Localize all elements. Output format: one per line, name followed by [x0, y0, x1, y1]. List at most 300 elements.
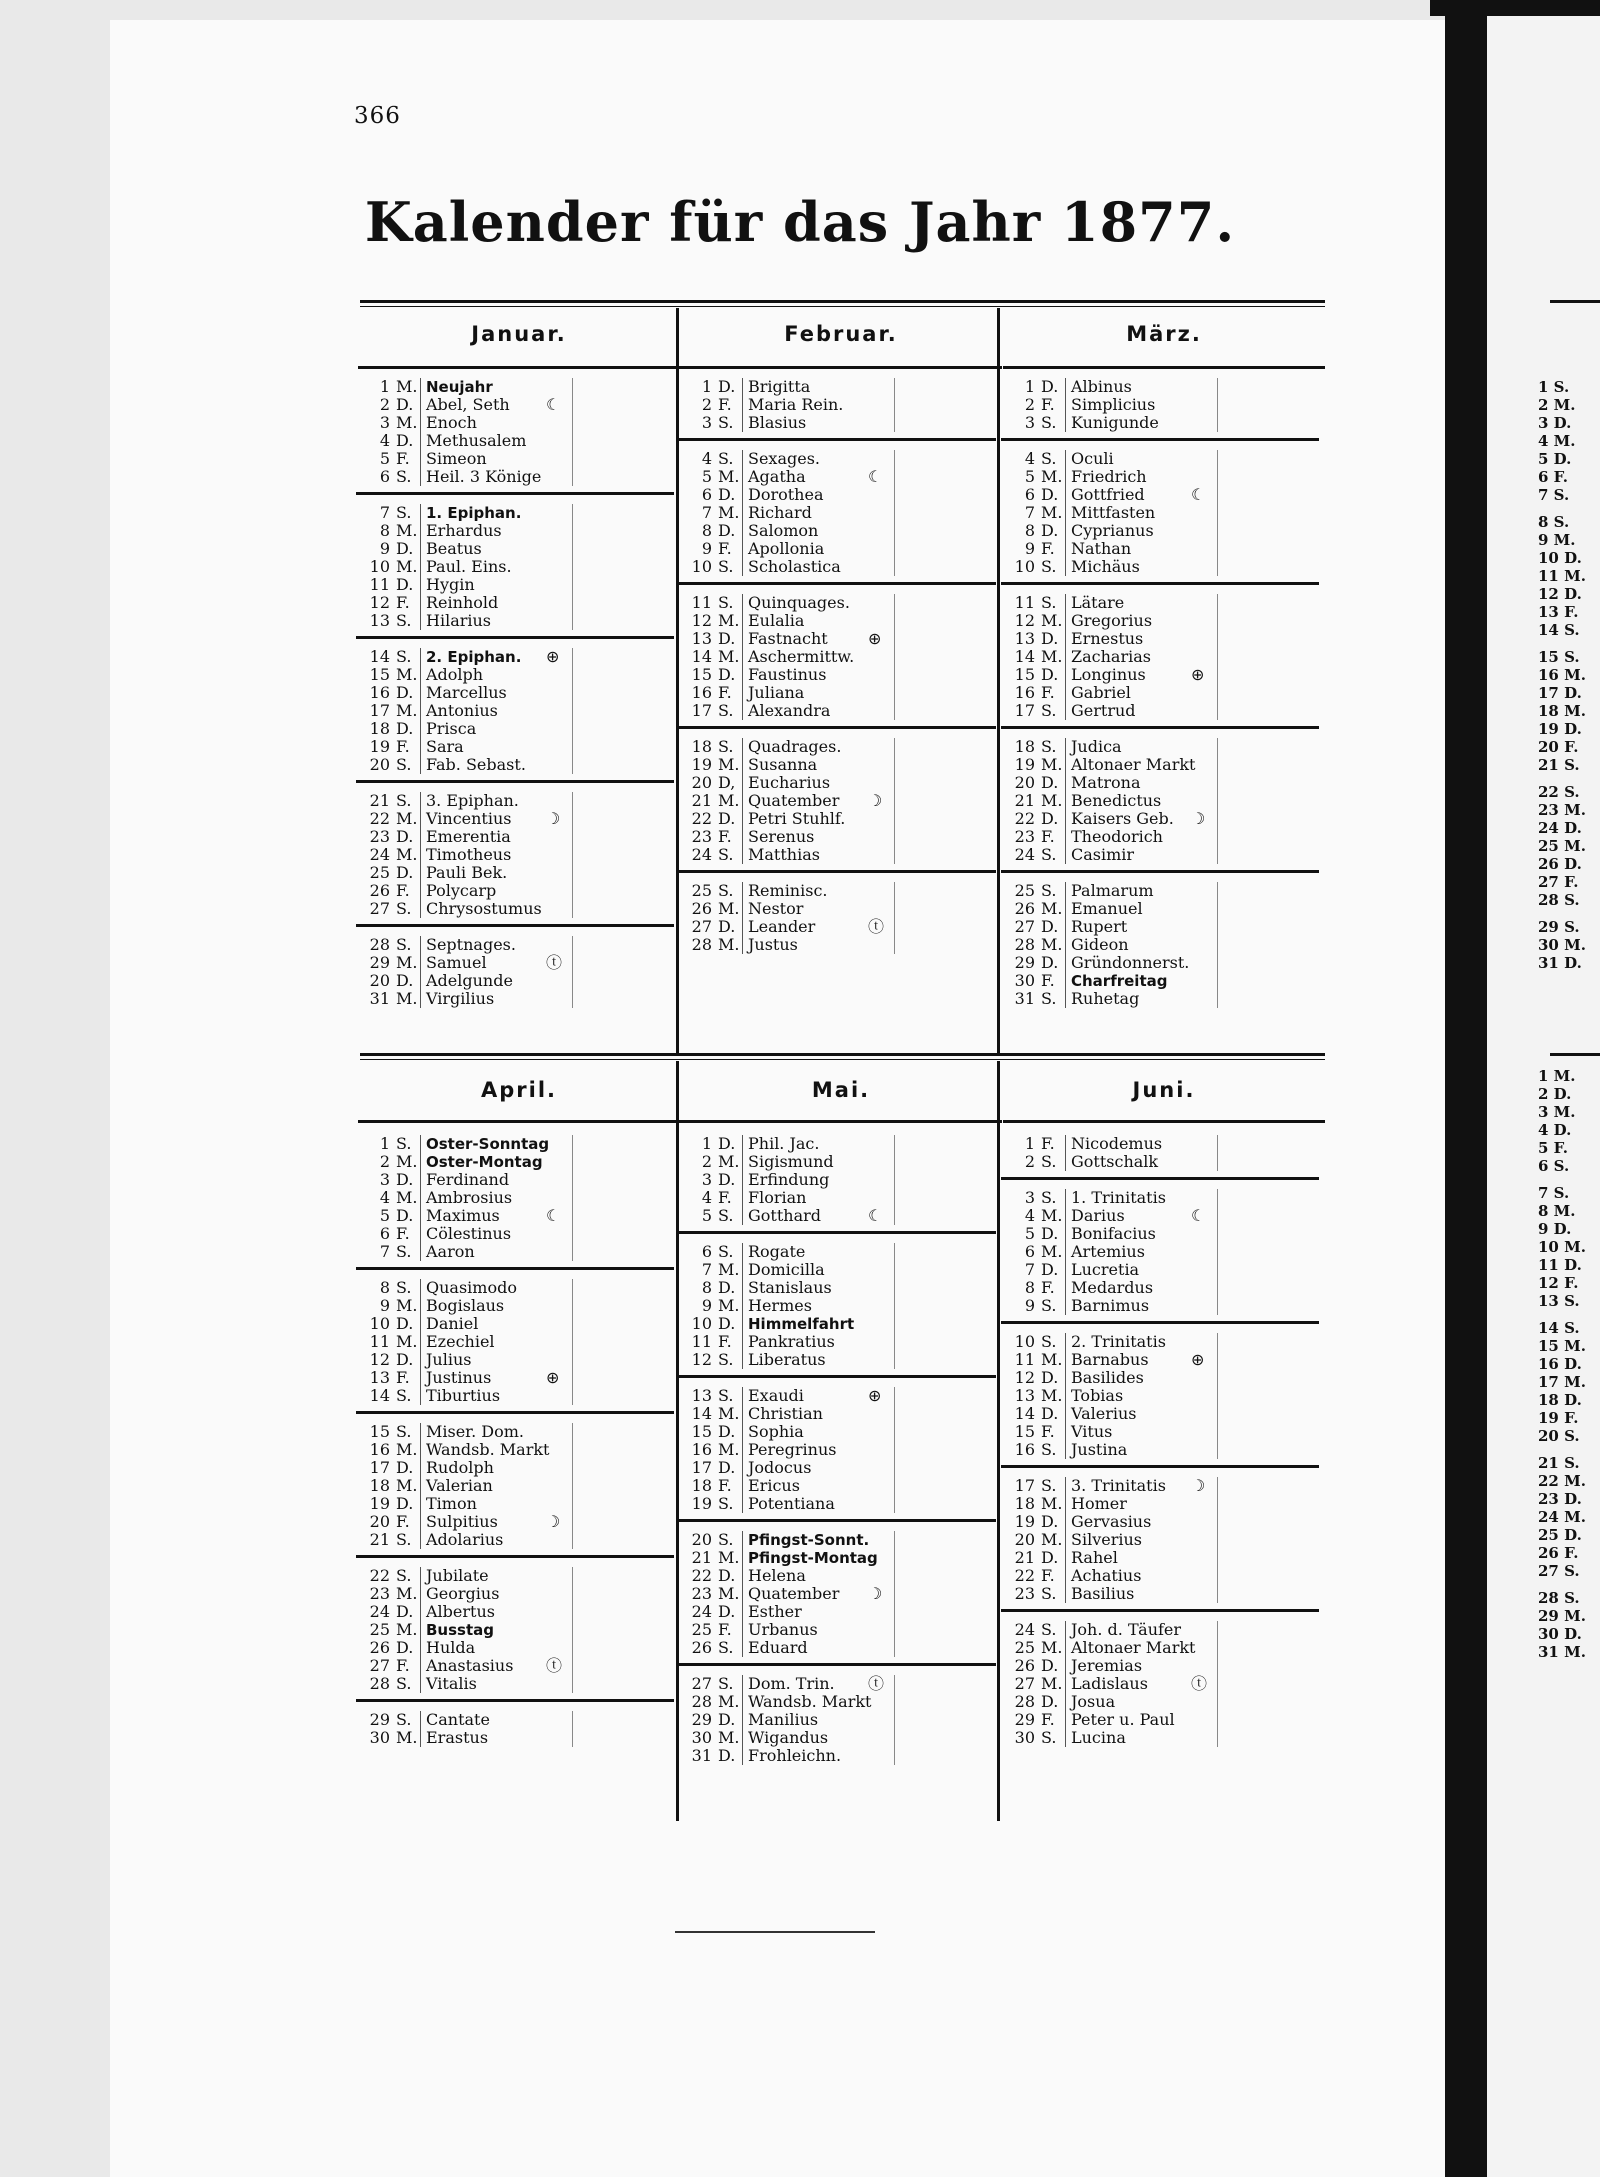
day-row — [1001, 1297, 1319, 1315]
saint-name: Wandsb. Markt — [426, 1440, 550, 1459]
weekday-letter: M. — [718, 1728, 740, 1747]
day-number: 2 — [701, 1152, 712, 1171]
saint-name: Samuel — [426, 953, 487, 972]
weekday-letter: M. — [718, 1440, 740, 1459]
weekday-letter: S. — [1041, 1296, 1057, 1315]
weekday-letter: S. — [1041, 1332, 1057, 1351]
moon-phase-icon: ⓣ — [1191, 1674, 1208, 1693]
day-row — [356, 1711, 674, 1729]
week-block — [678, 882, 996, 954]
moon-phase-icon: ⊕ — [546, 647, 560, 666]
weekday-letter: S. — [396, 1674, 412, 1693]
day-row — [678, 1675, 996, 1693]
weekday-letter: F. — [396, 1512, 410, 1531]
day-row — [1001, 828, 1319, 846]
day-number: 14 — [369, 647, 390, 666]
next-page-day: 28 S. — [1538, 891, 1580, 909]
inner-divider — [420, 1567, 421, 1693]
weekday-letter: D. — [396, 1314, 414, 1333]
next-page-day: 12 F. — [1538, 1274, 1579, 1292]
weekday-letter: S. — [1041, 449, 1057, 468]
weekday-letter: D. — [1041, 1548, 1059, 1567]
day-number: 23 — [369, 827, 390, 846]
weekday-letter: S. — [396, 791, 412, 810]
moon-phase-icon: ⓣ — [868, 917, 885, 936]
day-row — [678, 486, 996, 504]
inner-divider — [1065, 594, 1066, 720]
saint-name: Basilius — [1071, 1584, 1135, 1603]
next-page-day: 26 F. — [1538, 1544, 1579, 1562]
saint-name: Ambrosius — [426, 1188, 513, 1207]
week-separator — [356, 1411, 674, 1414]
saint-name: Longinus — [1071, 665, 1146, 684]
month-days — [356, 1135, 674, 1747]
next-page-day: 7 S. — [1538, 1184, 1570, 1202]
day-row — [1001, 378, 1319, 396]
day-row — [678, 810, 996, 828]
day-number: 11 — [691, 1332, 712, 1351]
saint-name: Domicilla — [748, 1260, 825, 1279]
saint-name: Esther — [748, 1602, 802, 1621]
month-name: Juni. — [1132, 1078, 1196, 1102]
saint-name: Florian — [748, 1188, 807, 1207]
day-number: 25 — [369, 1620, 390, 1639]
next-page-day: 29 M. — [1538, 1607, 1586, 1625]
saint-name: Bonifacius — [1071, 1224, 1156, 1243]
day-number: 17 — [1014, 701, 1035, 720]
day-number: 11 — [369, 575, 390, 594]
inner-divider — [572, 1711, 573, 1747]
day-row — [1001, 504, 1319, 522]
inner-divider — [894, 378, 895, 432]
month-header-rule — [358, 1120, 680, 1123]
saint-name: Simplicius — [1071, 395, 1156, 414]
day-row — [1001, 702, 1319, 720]
day-number: 22 — [369, 809, 390, 828]
saint-name: 3. Epiphan. — [426, 791, 519, 810]
weekday-letter: D. — [396, 1494, 414, 1513]
weekday-letter: S. — [396, 611, 412, 630]
weekday-letter: M. — [1041, 1494, 1063, 1513]
saint-name: Albinus — [1071, 377, 1132, 396]
weekday-letter: F. — [396, 737, 410, 756]
weekday-letter: S. — [718, 701, 734, 720]
saint-name: Antonius — [426, 701, 498, 720]
next-page-day: 17 D. — [1538, 684, 1582, 702]
saint-name: Erfindung — [748, 1170, 830, 1189]
day-number: 20 — [369, 1512, 390, 1531]
day-number: 8 — [1024, 521, 1035, 540]
inner-divider — [742, 594, 743, 720]
day-row — [1001, 1711, 1319, 1729]
week-separator — [356, 1267, 674, 1270]
weekday-letter: M. — [1041, 755, 1063, 774]
day-number: 23 — [691, 827, 712, 846]
day-row — [1001, 468, 1319, 486]
day-row — [1001, 846, 1319, 864]
day-number: 5 — [379, 1206, 390, 1225]
day-row — [678, 396, 996, 414]
saint-name: Gottfried — [1071, 485, 1145, 504]
day-number: 22 — [1014, 1566, 1035, 1585]
weekday-letter: F. — [718, 683, 732, 702]
day-number: 9 — [1024, 539, 1035, 558]
day-number: 13 — [1014, 1386, 1035, 1405]
day-number: 24 — [691, 1602, 712, 1621]
weekday-letter: M. — [1041, 899, 1063, 918]
day-number: 30 — [1014, 1728, 1035, 1747]
day-number: 1 — [1024, 377, 1035, 396]
month-days — [1001, 1135, 1319, 1747]
day-number: 30 — [1014, 971, 1035, 990]
weekday-letter: D. — [396, 395, 414, 414]
day-number: 13 — [369, 1368, 390, 1387]
day-row — [1001, 1369, 1319, 1387]
week-block — [678, 738, 996, 864]
next-page-day: 19 F. — [1538, 1409, 1579, 1427]
weekday-letter: S. — [396, 1710, 412, 1729]
weekday-letter: S. — [396, 647, 412, 666]
day-number: 24 — [369, 1602, 390, 1621]
day-row — [1001, 1405, 1319, 1423]
saint-name: Liberatus — [748, 1350, 826, 1369]
saint-name: Phil. Jac. — [748, 1134, 820, 1153]
month-header-rule — [680, 1120, 1002, 1123]
inner-divider — [1217, 738, 1218, 864]
day-number: 26 — [369, 1638, 390, 1657]
moon-phase-icon: ☾ — [546, 1206, 561, 1225]
weekday-letter: S. — [1041, 1152, 1057, 1171]
day-number: 22 — [691, 809, 712, 828]
next-page-day: 18 M. — [1538, 702, 1586, 720]
weekday-letter: F. — [396, 593, 410, 612]
day-number: 2 — [1024, 395, 1035, 414]
day-number: 11 — [369, 1332, 390, 1351]
saint-name: Rogate — [748, 1242, 806, 1261]
day-row — [1001, 450, 1319, 468]
moon-phase-icon: ⓣ — [546, 1656, 563, 1675]
week-block — [356, 1279, 674, 1405]
day-number: 24 — [1014, 1620, 1035, 1639]
day-number: 20 — [1014, 773, 1035, 792]
weekday-letter: M. — [1041, 1206, 1063, 1225]
column-divider — [997, 308, 1000, 1056]
next-page-day: 26 D. — [1538, 855, 1582, 873]
day-row — [356, 1369, 674, 1387]
weekday-letter: M. — [718, 503, 740, 522]
day-row — [1001, 900, 1319, 918]
next-page-day: 16 D. — [1538, 1355, 1582, 1373]
next-page-day: 11 D. — [1538, 1256, 1582, 1274]
next-page-rule — [1550, 1053, 1600, 1056]
week-separator — [678, 582, 996, 585]
saint-name: Vitalis — [426, 1674, 477, 1693]
saint-name: Anastasius — [426, 1656, 514, 1675]
saint-name: Fab. Sebast. — [426, 755, 526, 774]
weekday-letter: M. — [718, 755, 740, 774]
day-number: 27 — [369, 899, 390, 918]
day-row — [678, 1495, 996, 1513]
saint-name: Mittfasten — [1071, 503, 1156, 522]
day-number: 3 — [1024, 413, 1035, 432]
inner-divider — [420, 1423, 421, 1549]
day-row — [678, 1531, 996, 1549]
gap — [1538, 1445, 1586, 1454]
next-page-rows — [1538, 378, 1586, 1661]
day-number: 20 — [369, 971, 390, 990]
gap — [1538, 1310, 1586, 1319]
weekday-letter: D. — [1041, 1404, 1059, 1423]
inner-divider — [1065, 738, 1066, 864]
day-number: 16 — [691, 1440, 712, 1459]
saint-name: Hulda — [426, 1638, 476, 1657]
inner-divider — [420, 792, 421, 918]
saint-name: Himmelfahrt — [748, 1315, 855, 1333]
saint-name: Manilius — [748, 1710, 819, 1729]
day-number: 21 — [691, 791, 712, 810]
day-number: 6 — [701, 1242, 712, 1261]
month-days — [678, 1135, 996, 1765]
saint-name: Jeremias — [1071, 1656, 1143, 1675]
weekday-letter: D. — [396, 863, 414, 882]
day-row — [678, 378, 996, 396]
inner-divider — [1217, 450, 1218, 576]
day-row — [1001, 882, 1319, 900]
moon-phase-icon: ☾ — [868, 1206, 883, 1225]
day-number: 2 — [1024, 1152, 1035, 1171]
day-row — [678, 846, 996, 864]
inner-divider — [894, 738, 895, 864]
inner-divider — [742, 738, 743, 864]
day-row — [1001, 1675, 1319, 1693]
weekday-letter: M. — [396, 557, 418, 576]
weekday-letter: S. — [396, 1386, 412, 1405]
day-row — [678, 1459, 996, 1477]
day-row — [1001, 540, 1319, 558]
day-row — [356, 1441, 674, 1459]
day-row — [678, 1423, 996, 1441]
weekday-letter: S. — [718, 1242, 734, 1261]
day-number: 28 — [1014, 935, 1035, 954]
saint-name: Albertus — [426, 1602, 495, 1621]
saint-name: Adolph — [426, 665, 484, 684]
saint-name: Cantate — [426, 1710, 490, 1729]
weekday-letter: D. — [396, 971, 414, 990]
week-block — [678, 1243, 996, 1369]
saint-name: Daniel — [426, 1314, 479, 1333]
saint-name: Adolarius — [426, 1530, 504, 1549]
day-row — [678, 1441, 996, 1459]
day-number: 17 — [1014, 1476, 1035, 1495]
moon-phase-icon: ☽ — [868, 1584, 883, 1603]
day-number: 6 — [1024, 485, 1035, 504]
day-row — [1001, 1585, 1319, 1603]
weekday-letter: F. — [718, 1332, 732, 1351]
week-separator — [678, 1375, 996, 1378]
day-number: 13 — [691, 1386, 712, 1405]
next-page-day: 10 M. — [1538, 1238, 1586, 1256]
weekday-letter: S. — [1041, 557, 1057, 576]
day-number: 27 — [1014, 1674, 1035, 1693]
saint-name: Ladislaus — [1071, 1674, 1148, 1693]
week-block — [1001, 1135, 1319, 1171]
weekday-letter: F. — [718, 1620, 732, 1639]
day-number: 5 — [701, 1206, 712, 1225]
week-separator — [1001, 870, 1319, 873]
weekday-letter: D. — [1041, 1692, 1059, 1711]
day-row — [356, 936, 674, 954]
day-row — [356, 1657, 674, 1675]
inner-divider — [420, 1279, 421, 1405]
saint-name: Gervasius — [1071, 1512, 1152, 1531]
weekday-letter: M. — [396, 809, 418, 828]
inner-divider — [420, 1711, 421, 1747]
saint-name: Salomon — [748, 521, 819, 540]
day-number: 29 — [1014, 1710, 1035, 1729]
day-row — [678, 648, 996, 666]
day-row — [678, 918, 996, 936]
weekday-letter: D. — [718, 1746, 736, 1765]
weekday-letter: F. — [396, 1368, 410, 1387]
weekday-letter: D. — [1041, 485, 1059, 504]
weekday-letter: D. — [1041, 521, 1059, 540]
weekday-letter: F. — [1041, 1134, 1055, 1153]
week-block — [1001, 882, 1319, 1008]
saint-name: Ruhetag — [1071, 989, 1140, 1008]
day-row — [678, 1189, 996, 1207]
day-number: 5 — [701, 467, 712, 486]
inner-divider — [894, 1675, 895, 1765]
day-number: 21 — [1014, 791, 1035, 810]
week-block — [356, 648, 674, 774]
day-row — [356, 1477, 674, 1495]
day-number: 28 — [1014, 1692, 1035, 1711]
week-separator — [678, 1663, 996, 1666]
next-page-day: 11 M. — [1538, 567, 1586, 585]
day-row — [1001, 1135, 1319, 1153]
day-number: 10 — [691, 1314, 712, 1333]
next-page-day: 17 M. — [1538, 1373, 1586, 1391]
day-number: 12 — [691, 611, 712, 630]
moon-phase-icon: ⊕ — [868, 629, 882, 648]
next-page-day: 5 F. — [1538, 1139, 1569, 1157]
next-page-day: 2 M. — [1538, 396, 1576, 414]
weekday-letter: D. — [396, 1602, 414, 1621]
day-row — [356, 1225, 674, 1243]
day-row — [356, 720, 674, 738]
day-number: 4 — [379, 431, 390, 450]
weekday-letter: F. — [1041, 395, 1055, 414]
weekday-letter: M. — [396, 413, 418, 432]
top-rule — [360, 1053, 1325, 1056]
moon-phase-icon: ⊕ — [1191, 1350, 1205, 1369]
week-separator — [356, 924, 674, 927]
day-row — [1001, 1243, 1319, 1261]
weekday-letter: D. — [1041, 773, 1059, 792]
day-number: 27 — [369, 1656, 390, 1675]
week-block — [356, 378, 674, 486]
week-separator — [678, 1231, 996, 1234]
day-number: 6 — [379, 1224, 390, 1243]
saint-name: Sophia — [748, 1422, 804, 1441]
day-number: 4 — [1024, 449, 1035, 468]
inner-divider — [1065, 450, 1066, 576]
day-row — [678, 1351, 996, 1369]
saint-name: Nicodemus — [1071, 1134, 1163, 1153]
weekday-letter: S. — [1041, 701, 1057, 720]
day-row — [678, 1333, 996, 1351]
day-number: 3 — [1024, 1188, 1035, 1207]
saint-name: Abel, Seth — [426, 395, 510, 414]
day-number: 19 — [691, 1494, 712, 1513]
day-number: 9 — [379, 1296, 390, 1315]
day-row — [678, 666, 996, 684]
weekday-letter: M. — [718, 935, 740, 954]
weekday-letter: M. — [1041, 1530, 1063, 1549]
inner-divider — [420, 378, 421, 486]
inner-divider — [420, 648, 421, 774]
day-number: 20 — [1014, 1530, 1035, 1549]
next-page-day: 16 M. — [1538, 666, 1586, 684]
saint-name: Gotthard — [748, 1206, 822, 1225]
next-page-day: 1 M. — [1538, 1067, 1576, 1085]
inner-divider — [1217, 378, 1218, 432]
day-number: 16 — [691, 683, 712, 702]
saint-name: Sexages. — [748, 449, 820, 468]
weekday-letter: F. — [718, 827, 732, 846]
week-block — [356, 936, 674, 1008]
weekday-letter: S. — [718, 737, 734, 756]
moon-phase-icon: ☽ — [1191, 809, 1206, 828]
week-block — [1001, 738, 1319, 864]
saint-name: Achatius — [1071, 1566, 1142, 1585]
saint-name: Quatember — [748, 791, 840, 810]
weekday-letter: D. — [1041, 1260, 1059, 1279]
weekday-letter: D. — [1041, 809, 1059, 828]
next-page-day: 22 S. — [1538, 783, 1580, 801]
inner-divider — [742, 1135, 743, 1225]
day-number: 30 — [691, 1728, 712, 1747]
day-number: 18 — [691, 737, 712, 756]
day-number: 21 — [369, 1530, 390, 1549]
next-page-day: 29 S. — [1538, 918, 1580, 936]
next-page-day: 15 M. — [1538, 1337, 1586, 1355]
saint-name: Brigitta — [748, 377, 811, 396]
day-row — [356, 1153, 674, 1171]
saint-name: Alexandra — [748, 701, 831, 720]
week-separator — [356, 780, 674, 783]
saint-name: Maria Rein. — [748, 395, 844, 414]
inner-divider — [572, 792, 573, 918]
saint-name: Gottschalk — [1071, 1152, 1159, 1171]
day-number: 17 — [691, 701, 712, 720]
day-row — [678, 1243, 996, 1261]
day-row — [356, 954, 674, 972]
weekday-letter: S. — [396, 1422, 412, 1441]
weekday-letter: S. — [1041, 1188, 1057, 1207]
day-row — [1001, 594, 1319, 612]
month-name: Januar. — [471, 322, 567, 346]
day-row — [356, 378, 674, 396]
week-separator — [356, 492, 674, 495]
month-name: März. — [1126, 322, 1202, 346]
saint-name: Justinus — [426, 1368, 492, 1387]
next-page-day: 5 D. — [1538, 450, 1572, 468]
day-number: 15 — [1014, 665, 1035, 684]
saint-name: Quasimodo — [426, 1278, 517, 1297]
next-page-day: 27 F. — [1538, 873, 1579, 891]
week-separator — [678, 1519, 996, 1522]
